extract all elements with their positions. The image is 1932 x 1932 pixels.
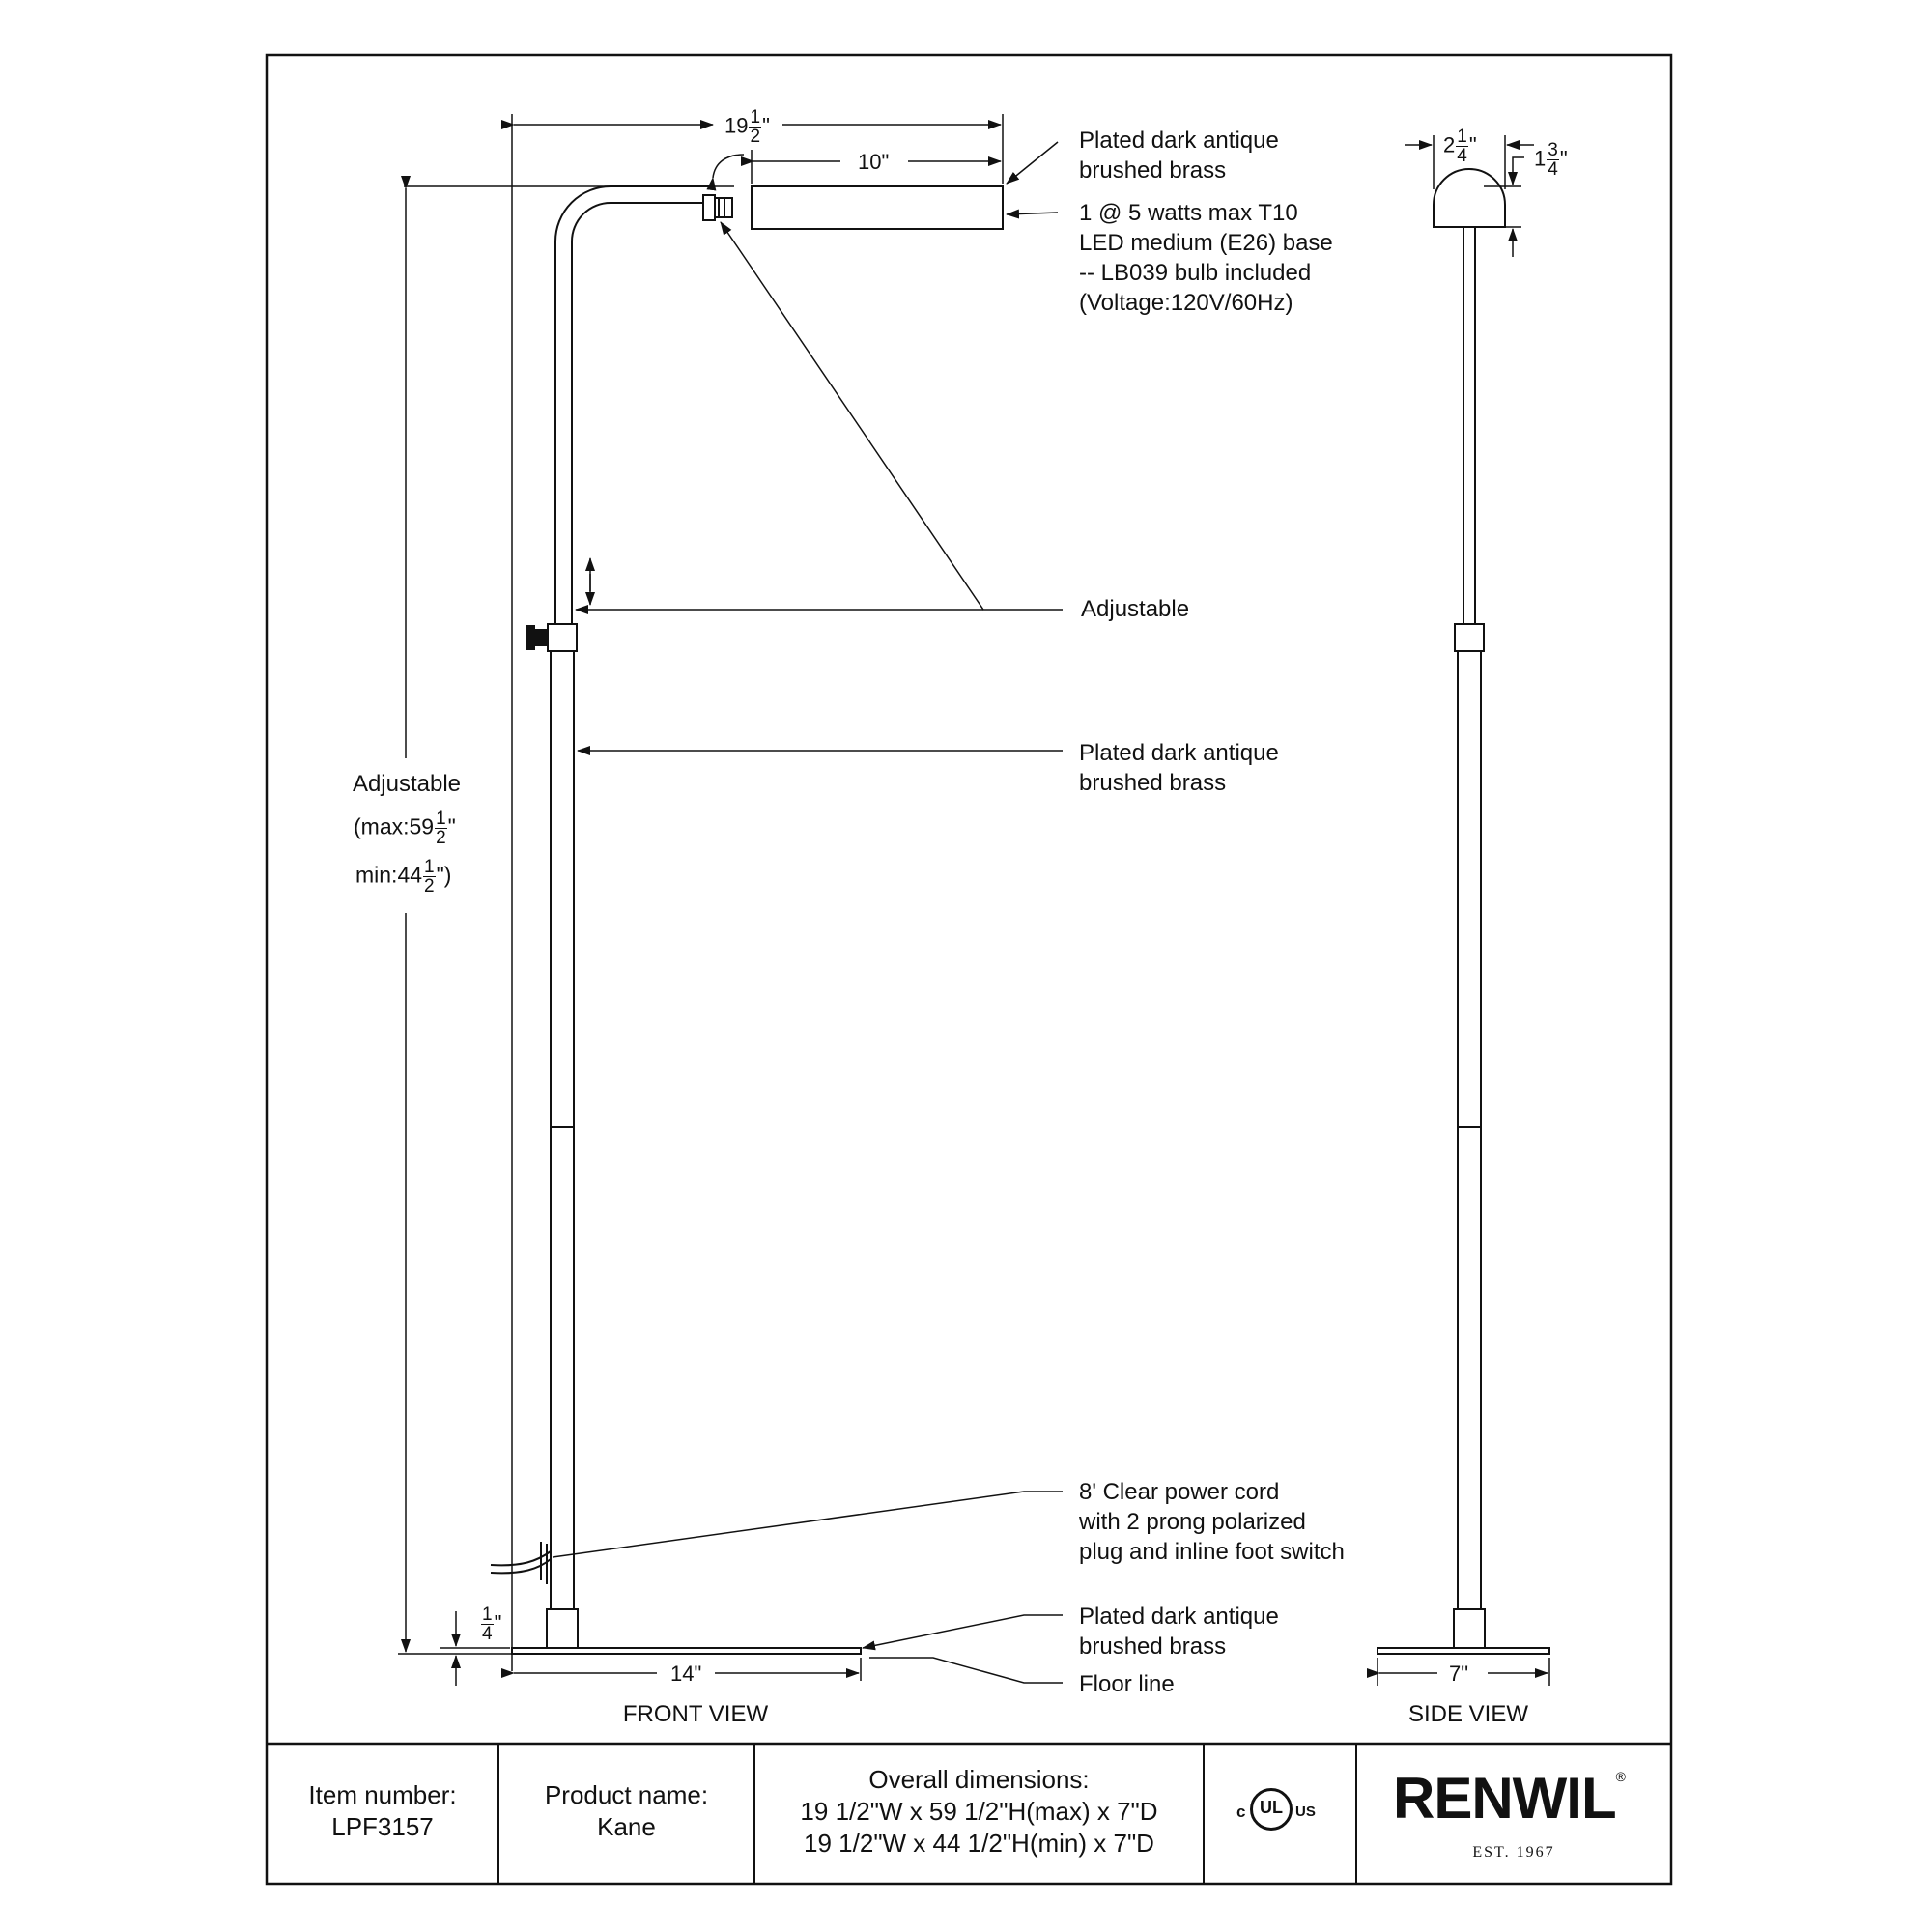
base-plate — [1378, 1648, 1549, 1654]
callout-floor-line: Floor line — [1079, 1671, 1175, 1697]
callout-shade-finish: Plated dark antique brushed brass — [1079, 128, 1279, 184]
dim-shade-height: 1 $\frac{3}{4}$ " — [1534, 140, 1568, 180]
product-name: Kane — [597, 1812, 656, 1841]
dim-shade-length: 10" — [858, 150, 890, 174]
upper-stem-outline — [572, 203, 715, 628]
height-adjust-collar — [1455, 624, 1484, 651]
dimension-lines — [398, 114, 1549, 1686]
dim-height-max: (max:59 $\frac{1}{2}$ " — [354, 809, 456, 848]
dim-shade-diameter: 2 $\frac{1}{4}$ " — [1443, 127, 1477, 166]
front-view-lamp — [491, 186, 1003, 1654]
side-view-lamp — [1378, 169, 1549, 1654]
callout-bulb-spec: 1 @ 5 watts max T10 LED medium (E26) base -- LB039 bulb included (Voltage:120V/60Hz) — [1079, 200, 1333, 316]
foot-sleeve — [1454, 1609, 1485, 1648]
callout-power-cord: 8' Clear power cord with 2 prong polarized plug and inline foot switch — [1079, 1479, 1345, 1565]
upper-stem-outline — [555, 186, 715, 628]
callout-stem-finish: Plated dark antique brushed brass — [1079, 740, 1279, 796]
base-plate — [512, 1648, 861, 1654]
shade-connector — [703, 195, 715, 220]
foot-sleeve — [547, 1609, 578, 1648]
lamp-shade — [752, 186, 1003, 229]
product-name-cell: Product name: Kane — [498, 1779, 754, 1843]
side-view-label: SIDE VIEW — [1407, 1701, 1529, 1727]
dim-base-width: 14" — [670, 1662, 702, 1686]
dim-side-base-width: 7" — [1449, 1662, 1469, 1686]
leader-lines — [553, 142, 1063, 1686]
callout-base-finish: Plated dark antique brushed brass — [1079, 1604, 1279, 1660]
callout-adjustable: Adjustable — [1081, 596, 1190, 622]
adjust-knob — [534, 630, 548, 645]
dim-overall-width: 19 $\frac{1}{2}$ " — [724, 107, 770, 147]
dim-height-label: Adjustable — [352, 771, 462, 797]
dim-height-min: min:44 $\frac{1}{2}$ ") — [355, 857, 452, 896]
ul-certification-mark: c UL US — [1236, 1783, 1323, 1841]
front-view-label: FRONT VIEW — [622, 1701, 769, 1727]
overall-dimensions-cell: Overall dimensions: 19 1/2"W x 59 1/2"H(max) x 7"D 19 1/2"W x 44 1/2"H(min) x 7"D — [800, 1765, 1158, 1858]
renwil-logo: RENWIL® EST. 1967 — [1393, 1766, 1625, 1861]
shade-profile — [1434, 169, 1505, 227]
height-adjust-collar — [548, 624, 577, 651]
dim-base-thickness: $\frac{1}{4}$ " — [482, 1605, 502, 1644]
item-number: LPF3157 — [331, 1812, 434, 1841]
item-number-cell: Item number: LPF3157 — [267, 1779, 498, 1843]
